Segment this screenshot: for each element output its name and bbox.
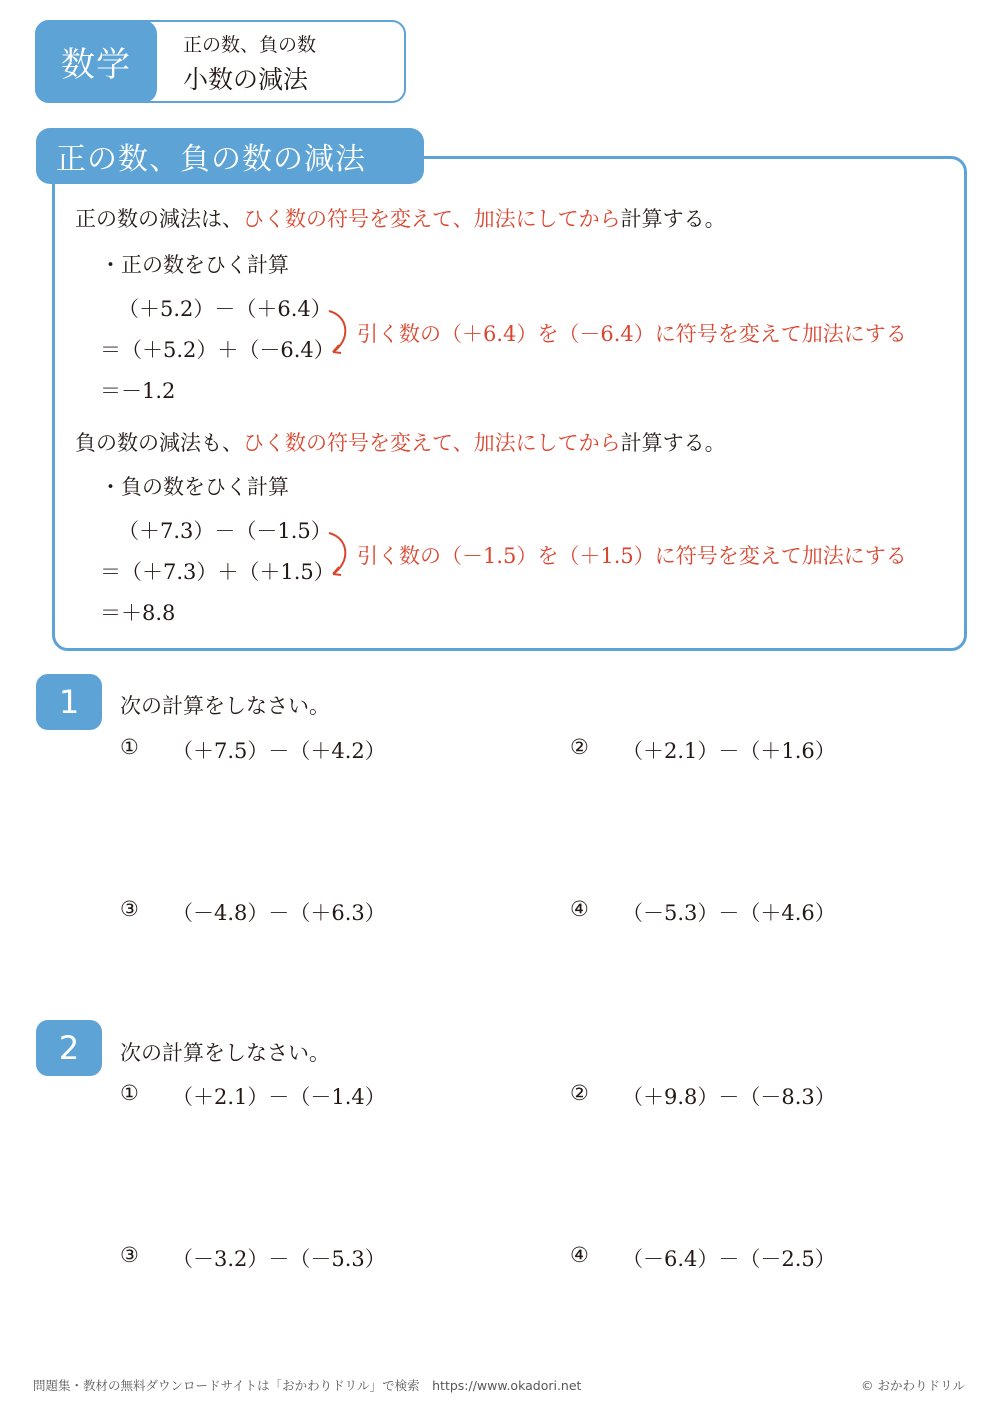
explanation-title: 正の数、負の数の減法 xyxy=(36,128,424,184)
rule-text: 正の数の減法は、 xyxy=(75,207,243,231)
problem-number: ② xyxy=(570,735,589,759)
footer-site-info: 問題集・教材の無料ダウンロードサイトは「おかわりドリル」で検索 https://www.okadori.net xyxy=(33,1378,582,1393)
rule-highlight: ひく数の符号を変えて、加法にしてから xyxy=(243,207,621,231)
positive-bullet: ・正の数をひく計算 xyxy=(100,253,289,277)
rule-text: 計算する。 xyxy=(620,431,726,455)
negative-calc-line-3: ＝＋8.8 xyxy=(100,601,176,625)
positive-calc-line-1: （＋5.2）－（＋6.4） xyxy=(118,297,332,321)
problem-2-2 xyxy=(570,1081,836,1111)
positive-rule xyxy=(75,203,726,233)
problem-2-3 xyxy=(120,1243,386,1273)
problem-2-1 xyxy=(120,1081,386,1111)
curved-arrow-icon xyxy=(325,308,357,358)
problem-expression: （＋9.8）－（－8.3） xyxy=(622,1085,836,1109)
problem-number: ③ xyxy=(120,897,139,921)
curved-arrow-icon xyxy=(325,530,357,580)
problem-1-2 xyxy=(570,735,836,765)
topic-title: 小数の減法 xyxy=(183,65,309,94)
section-number-2: 2 xyxy=(36,1020,102,1076)
problem-number: ③ xyxy=(120,1243,139,1267)
problem-expression: （＋2.1）－（－1.4） xyxy=(172,1085,386,1109)
subject-badge: 数学 xyxy=(35,20,157,103)
positive-calc-line-2: ＝（＋5.2）＋（－6.4） xyxy=(100,338,335,362)
problem-2-4 xyxy=(570,1243,836,1273)
negative-rule xyxy=(75,427,726,457)
problem-expression: （＋2.1）－（＋1.6） xyxy=(622,739,836,763)
worksheet-header xyxy=(35,20,406,103)
positive-note: 引く数の（＋6.4）を（－6.4）に符号を変えて加法にする xyxy=(357,322,907,346)
problem-1-1 xyxy=(120,735,386,765)
positive-calc-line-3: ＝－1.2 xyxy=(100,379,176,403)
problem-expression: （－6.4）－（－2.5） xyxy=(622,1247,836,1271)
section-1-instruction: 次の計算をしなさい。 xyxy=(120,694,330,718)
rule-highlight: ひく数の符号を変えて、加法にしてから xyxy=(243,431,621,455)
rule-text: 負の数の減法も、 xyxy=(75,431,243,455)
negative-note: 引く数の（－1.5）を（＋1.5）に符号を変えて加法にする xyxy=(357,544,907,568)
problem-expression: （－5.3）－（＋4.6） xyxy=(622,901,836,925)
problem-1-3 xyxy=(120,897,386,927)
negative-bullet: ・負の数をひく計算 xyxy=(100,475,289,499)
problem-expression: （＋7.5）－（＋4.2） xyxy=(172,739,386,763)
section-number-1: 1 xyxy=(36,674,102,730)
problem-number: ① xyxy=(120,735,139,759)
negative-calc-line-2: ＝（＋7.3）＋（＋1.5） xyxy=(100,560,335,584)
problem-expression: （－3.2）－（－5.3） xyxy=(172,1247,386,1271)
problem-number: ④ xyxy=(570,1243,589,1267)
problem-1-4 xyxy=(570,897,836,927)
unit-title: 正の数、負の数 xyxy=(183,34,317,56)
problem-number: ④ xyxy=(570,897,589,921)
negative-calc-line-1: （＋7.3）－（－1.5） xyxy=(118,519,332,543)
footer-copyright: © おかわりドリル xyxy=(861,1378,965,1393)
problem-number: ② xyxy=(570,1081,589,1105)
problem-expression: （－4.8）－（＋6.3） xyxy=(172,901,386,925)
rule-text: 計算する。 xyxy=(620,207,726,231)
section-2-instruction: 次の計算をしなさい。 xyxy=(120,1041,330,1065)
problem-number: ① xyxy=(120,1081,139,1105)
